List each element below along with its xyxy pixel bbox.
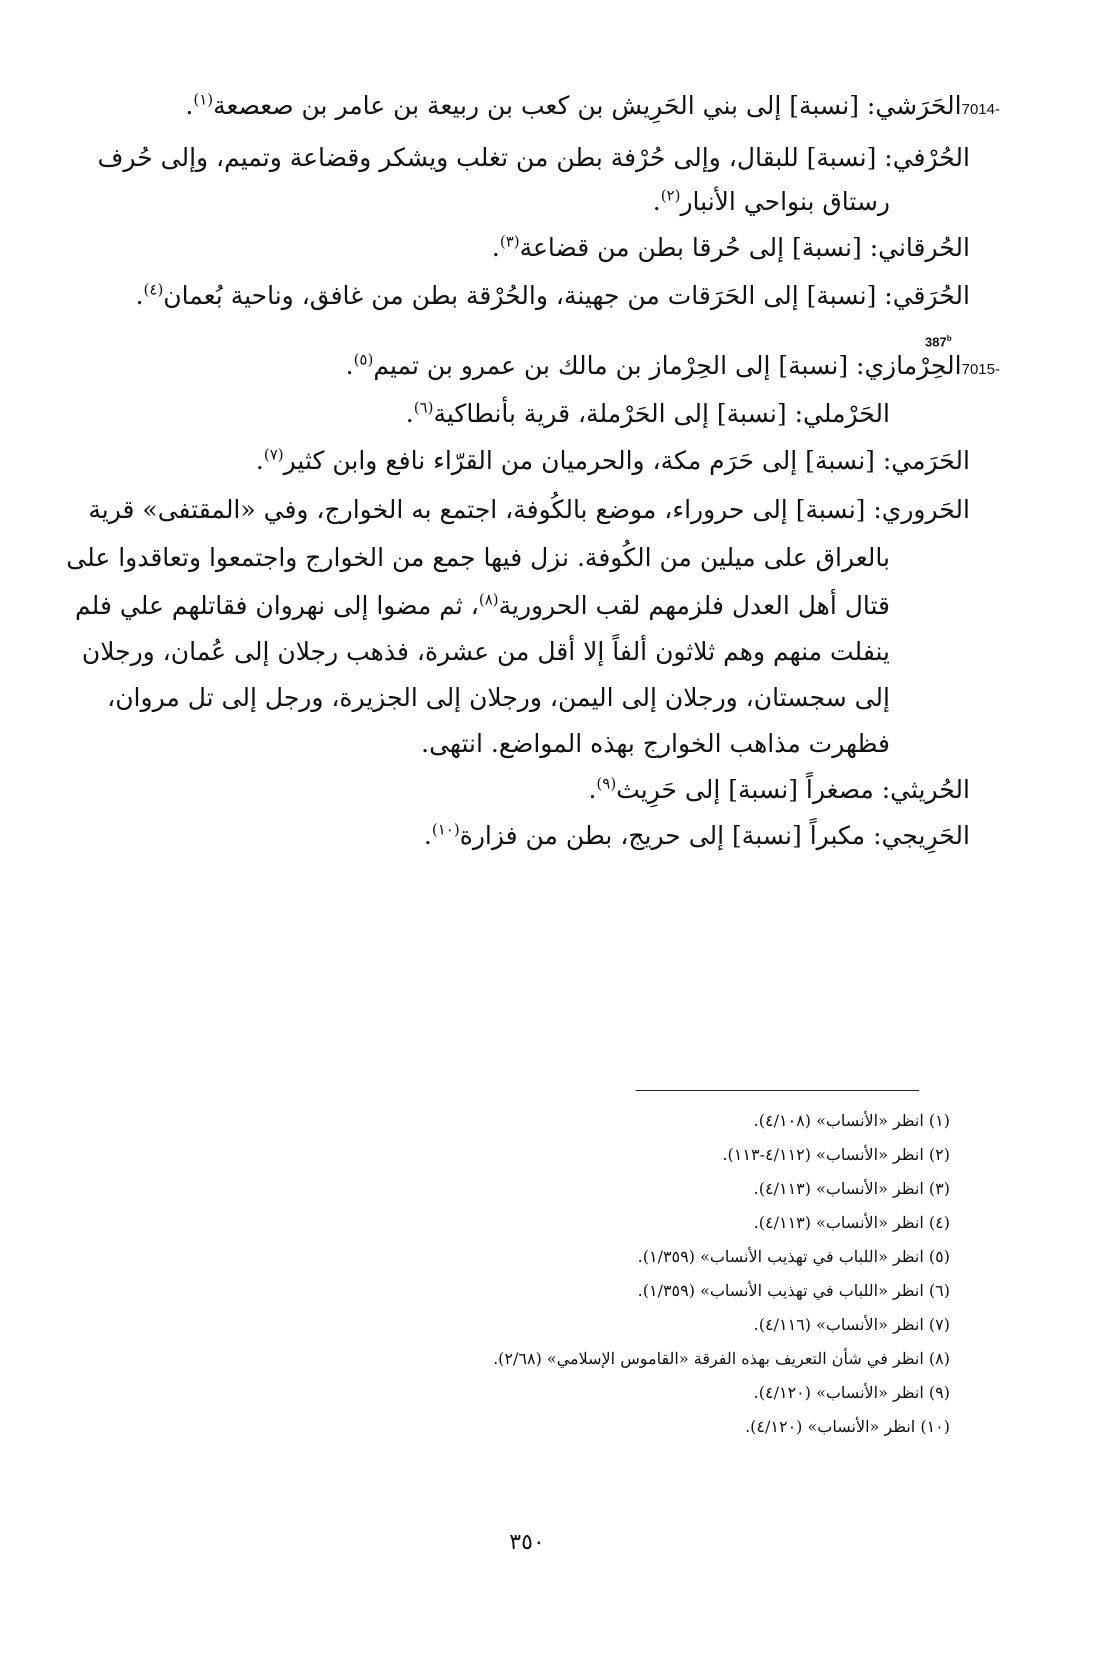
text-line: 7015-الحِرْمازي: [نسبة] إلى الحِرْماز بن مالك بن عمرو بن تميم$^{(٥)}$. (345, 350, 1000, 380)
text-line: 7014-الحَرَشي: [نسبة] إلى بني الحَرِيش بن كعب بن ربيعة بن عامر بن صعصعة$^{(١)}$. (185, 90, 1000, 120)
footnote: (٧) انظر «الأنساب» (٤/١١٦). (753, 1315, 950, 1334)
text-line: الحُرقاني: [نسبة] إلى حُرقا بطن من قضاعة$^{(٣)}$. (491, 232, 970, 262)
footnote-ref: (٣) (499, 232, 520, 251)
footnote-ref: (٤) (143, 280, 164, 299)
footnote: (٣) انظر «الأنساب» (٤/١١٣). (753, 1179, 950, 1198)
footnote: (١٠) انظر «الأنساب» (٤/١٢٠). (745, 1417, 950, 1436)
footnote-ref: (٩) (596, 774, 617, 793)
footnote-divider (636, 1090, 919, 1091)
text-line: فظهرت مذاهب الخوارج بهذه المواضع. انتهى. (421, 729, 890, 758)
text-line: الحُرْفي: [نسبة] للبقال، وإلى حُرْفة بطن من تغلب ويشكر وقضاعة وتميم، وإلى حُرف (97, 143, 970, 172)
page-number: ٣٥٠ (509, 1530, 545, 1555)
footnote: (٢) انظر «الأنساب» (٤/١١٢-١١٣). (722, 1145, 950, 1164)
footnote-ref: (١) (193, 90, 214, 109)
text-line: الحَرَمي: [نسبة] إلى حَرَم مكة، والحرميان من القرّاء نافع وابن كثير$^{(٧)}$. (255, 445, 970, 475)
footnote: (٥) انظر «اللباب في تهذيب الأنساب» (١/٣٥٩). (637, 1247, 950, 1266)
footnote: (٤) انظر «الأنساب» (٤/١١٣). (753, 1213, 950, 1232)
entry-number: 7014- (961, 101, 1000, 118)
text-line: الحَروري: [نسبة] إلى حروراء، موضع بالكُوفة، اجتمع به الخوارج، وفي «المقتفى» قرية (88, 495, 970, 524)
text-line: إلى سجستان، ورجلان إلى اليمن، ورجلان إلى الجزيرة، ورجل إلى تل مروان، (107, 683, 890, 712)
text-line: الحُرَقي: [نسبة] إلى الحَرَقات من جهينة، والحُرْقة بطن من غافق، وناحية بُعمان$^{(٤)}$. (135, 280, 970, 310)
margin-folio-note: 387$^b$ (925, 334, 952, 350)
footnote-ref: (١٠) (431, 820, 460, 839)
text-line: قتال أهل العدل فلزمهم لقب الحرورية$^{(٨)}$، ثم مضوا إلى نهروان فقاتلهم علي فلم (75, 590, 890, 620)
footnote: (١) انظر «الأنساب» (٤/١٠٨). (753, 1111, 950, 1130)
text-line: الحَرِيجي: مكبراً [نسبة] إلى حريج، بطن من فزارة$^{(١٠)}$. (423, 820, 970, 850)
footnote-ref: (٦) (413, 398, 434, 417)
entry-number: 7015- (961, 361, 1000, 378)
text-line: بالعراق على ميلين من الكُوفة. نزل فيها جمع من الخوارج واجتمعوا وتعاقدوا على (66, 543, 890, 572)
text-line: ينفلت منهم وهم ثلاثون ألفاً إلا أقل من عشرة، فذهب رجلان إلى عُمان، ورجلان (81, 637, 890, 666)
footnote: (٨) انظر في شأن التعريف بهذه الفرقة «القاموس الإسلامي» (٢/٦٨). (493, 1349, 950, 1368)
footnote-ref: (٨) (478, 590, 499, 609)
text-line: رستاق بنواحي الأنبار$^{(٢)}$. (652, 186, 890, 216)
footnote-ref: (٢) (660, 186, 681, 205)
text-line: الحُريثي: مصغراً [نسبة] إلى حَرِيث$^{(٩)}$. (588, 774, 970, 804)
footnote: (٦) انظر «اللباب في تهذيب الأنساب» (١/٣٥٩). (637, 1281, 950, 1300)
text-line: الحَرْملي: [نسبة] إلى الحَرْملة، قرية بأنطاكية$^{(٦)}$. (405, 398, 890, 428)
footnote-ref: (٧) (263, 445, 284, 464)
footnote: (٩) انظر «الأنساب» (٤/١٢٠). (753, 1383, 950, 1402)
footnote-ref: (٥) (353, 350, 374, 369)
